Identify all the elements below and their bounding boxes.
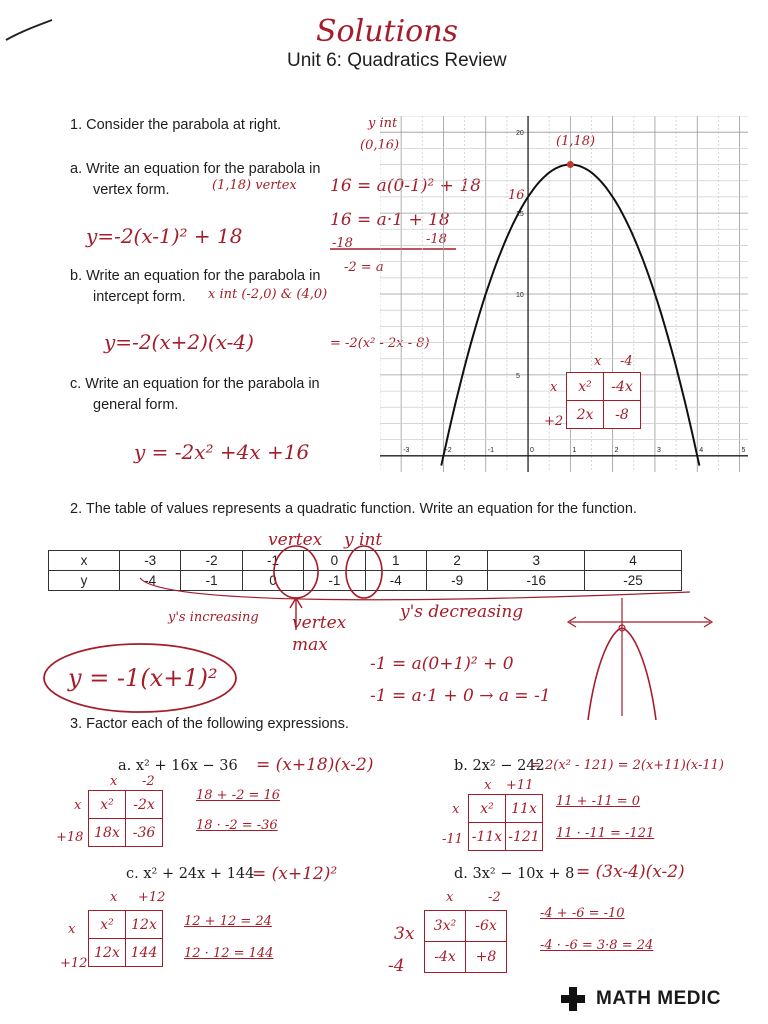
box-cell: -6x [466,911,507,942]
table-cell: 3 [488,551,585,571]
x-tick-label: -2 [445,446,452,454]
q1b-answer: y=-2(x+2)(x-4) [104,330,254,354]
work-line-1: 16 = a(0-1)² + 18 [330,176,481,196]
q2-stem: 2. The table of values represents a quadratic function. Write an equation for the function. [70,501,637,517]
math-medic-logo [560,986,721,1012]
work-line-2: 16 = a·1 + 18 [330,210,450,230]
x-tick-label: 5 [741,446,746,454]
q1-stem: 1. Consider the parabola at right. [70,117,282,133]
q1c-text: c. Write an equation for the parabola in [70,376,320,392]
q3c-box-table [88,910,163,967]
q3b-side-11: -11 [442,832,463,847]
q3b-answer: = 2(x² - 121) = 2(x+11)(x-11) [530,758,724,773]
q3b-side-x: x [452,802,460,817]
q3d-box-table [424,910,507,973]
q3b-top-11: +11 [506,778,534,793]
q1-box-top-4: -4 [620,354,633,369]
box-cell: x² [89,911,126,939]
q1-box-table [566,372,641,429]
box-cell: 3x² [425,911,466,942]
box-cell: -36 [126,819,163,847]
q3d-side-3x: 3x [394,924,415,944]
table-cell: -9 [426,571,487,591]
q3c-top-12: +12 [138,890,166,905]
vertex-label: (1,18) [556,134,596,149]
q3b-top-x: x [484,778,492,793]
box-cell: 12x [89,939,126,967]
q3a-work1: 18 + -2 = 16 [196,788,281,803]
q1-box-side-x: x [550,380,558,395]
q3c-top-x: x [110,890,118,905]
y-tick-label: 20 [516,130,524,138]
note-decreasing: y's decreasing [400,602,524,622]
q3c-side-x: x [68,922,76,937]
box-cell: -8 [604,401,641,429]
solutions-heading: Solutions [316,14,458,49]
q1-box-top-x: x [594,354,602,369]
q3a-side-18: +18 [56,830,84,845]
note-increasing: y's increasing [168,610,259,625]
q2-answer: y = -1(x+1)² [68,664,218,692]
table-header-x: x [49,551,120,571]
q1a-note: (1,18) vertex [212,178,297,193]
q1c-answer: y = -2x² +4x +16 [134,440,310,464]
q1a-text: a. Write an equation for the parabola in [70,161,321,177]
q3a-top-2: -2 [142,774,155,789]
q3d-top-2: -2 [488,890,501,905]
work-line-3a: -18 [332,236,353,251]
q2-work1: -1 = a(0+1)² + 0 [370,654,514,674]
q3a-top-x: x [110,774,118,789]
vertex-point [567,161,574,168]
q3c-answer: = (x+12)² [252,864,338,884]
q3c-expression: c. x² + 24x + 144 [126,866,255,882]
q3d-top-x: x [446,890,454,905]
table-cell: -2 [181,551,242,571]
page-title: Unit 6: Quadratics Review [287,50,507,71]
expand-line: = -2(x² - 2x - 8) [330,336,430,351]
note-yint: y int [344,530,383,550]
x-tick-label: 2 [614,446,619,454]
q3d-answer: = (3x-4)(x-2) [576,862,685,882]
label-16: 16 [508,188,525,203]
q3a-expression: a. x² + 16x − 36 [118,758,238,774]
table-cell: -4 [365,571,426,591]
pen-stroke-mark [4,18,54,44]
box-cell: x² [89,791,126,819]
table-cell: -16 [488,571,585,591]
box-cell: 11x [506,795,543,823]
x-tick-label: 1 [572,446,577,454]
table-cell: 2 [426,551,487,571]
table-cell: -25 [585,571,682,591]
x-tick-label: 3 [656,446,661,454]
parabola-graph [380,116,748,472]
table-cell: 1 [365,551,426,571]
box-cell: -2x [126,791,163,819]
x-tick-label: -1 [487,446,494,454]
y-tick-label: 15 [516,211,524,219]
q2-work2: -1 = a·1 + 0 → a = -1 [370,686,551,706]
box-cell: 144 [126,939,163,967]
q3a-side-x: x [74,798,82,813]
q3d-side-4: -4 [388,956,405,976]
q3a-answer: = (x+18)(x-2) [256,755,374,775]
q3c-side-12: +12 [60,956,88,971]
x-tick-label: 0 [530,446,534,454]
q3a-work2: 18 · -2 = -36 [196,818,278,833]
logo-text: MATH MEDIC [596,988,721,1009]
q3b-expression: b. 2x² − 242 [454,758,545,774]
box-cell: x² [567,373,604,401]
q1b-text: b. Write an equation for the parabola in [70,268,321,284]
q3c-work1: 12 + 12 = 24 [184,914,272,929]
q3d-work2: -4 · -6 = 3·8 = 24 [540,938,654,953]
q3d-expression: d. 3x² − 10x + 8 [454,866,575,882]
q3-stem: 3. Factor each of the following expressions. [70,716,349,732]
q3c-work2: 12 · 12 = 144 [184,946,274,961]
table-cell: 4 [585,551,682,571]
table-cell: 0 [242,571,303,591]
q3b-work1: 11 + -11 = 0 [556,794,641,809]
q3d-work1: -4 + -6 = -10 [540,906,625,921]
box-cell: -121 [506,823,543,851]
plus-icon [560,986,586,1012]
box-cell: +8 [466,942,507,973]
q1-box-side-2: +2 [544,414,564,429]
table-cell: -3 [120,551,181,571]
y-tick-label: 5 [516,372,520,380]
box-cell: -4x [604,373,641,401]
box-cell: 2x [567,401,604,429]
work-line-4: -2 = a [344,260,384,275]
x-tick-label: -3 [403,446,410,454]
table-cell: -1 [181,571,242,591]
q1b-text2: intercept form. [93,289,186,305]
q1a-text2: vertex form. [93,182,170,198]
q1c-text2: general form. [93,397,179,413]
note-vertex-max: vertex max [292,613,347,655]
table-cell: -4 [120,571,181,591]
box-cell: x² [469,795,506,823]
y-tick-label: 10 [516,292,524,299]
table-cell: -1 [242,551,303,571]
x-tick-label: 4 [699,446,704,454]
table-cell: -1 [304,571,365,591]
work-line-3b: -18 [426,232,447,247]
table-header-y: y [49,571,120,591]
box-cell: 12x [126,911,163,939]
box-cell: -11x [469,823,506,851]
q3b-box-table [468,794,543,851]
box-cell: 18x [89,819,126,847]
q3b-work2: 11 · -11 = -121 [556,826,655,841]
q1b-note: x int (-2,0) & (4,0) [208,287,328,302]
q3a-box-table [88,790,163,847]
q1a-answer: y=-2(x-1)² + 18 [86,224,243,248]
yint-label: y int [368,116,398,131]
box-cell: -4x [425,942,466,973]
graph-grid [380,116,748,472]
yint-point: (0,16) [360,138,400,153]
note-vertex: vertex [268,530,323,550]
table-cell: 0 [304,551,365,571]
